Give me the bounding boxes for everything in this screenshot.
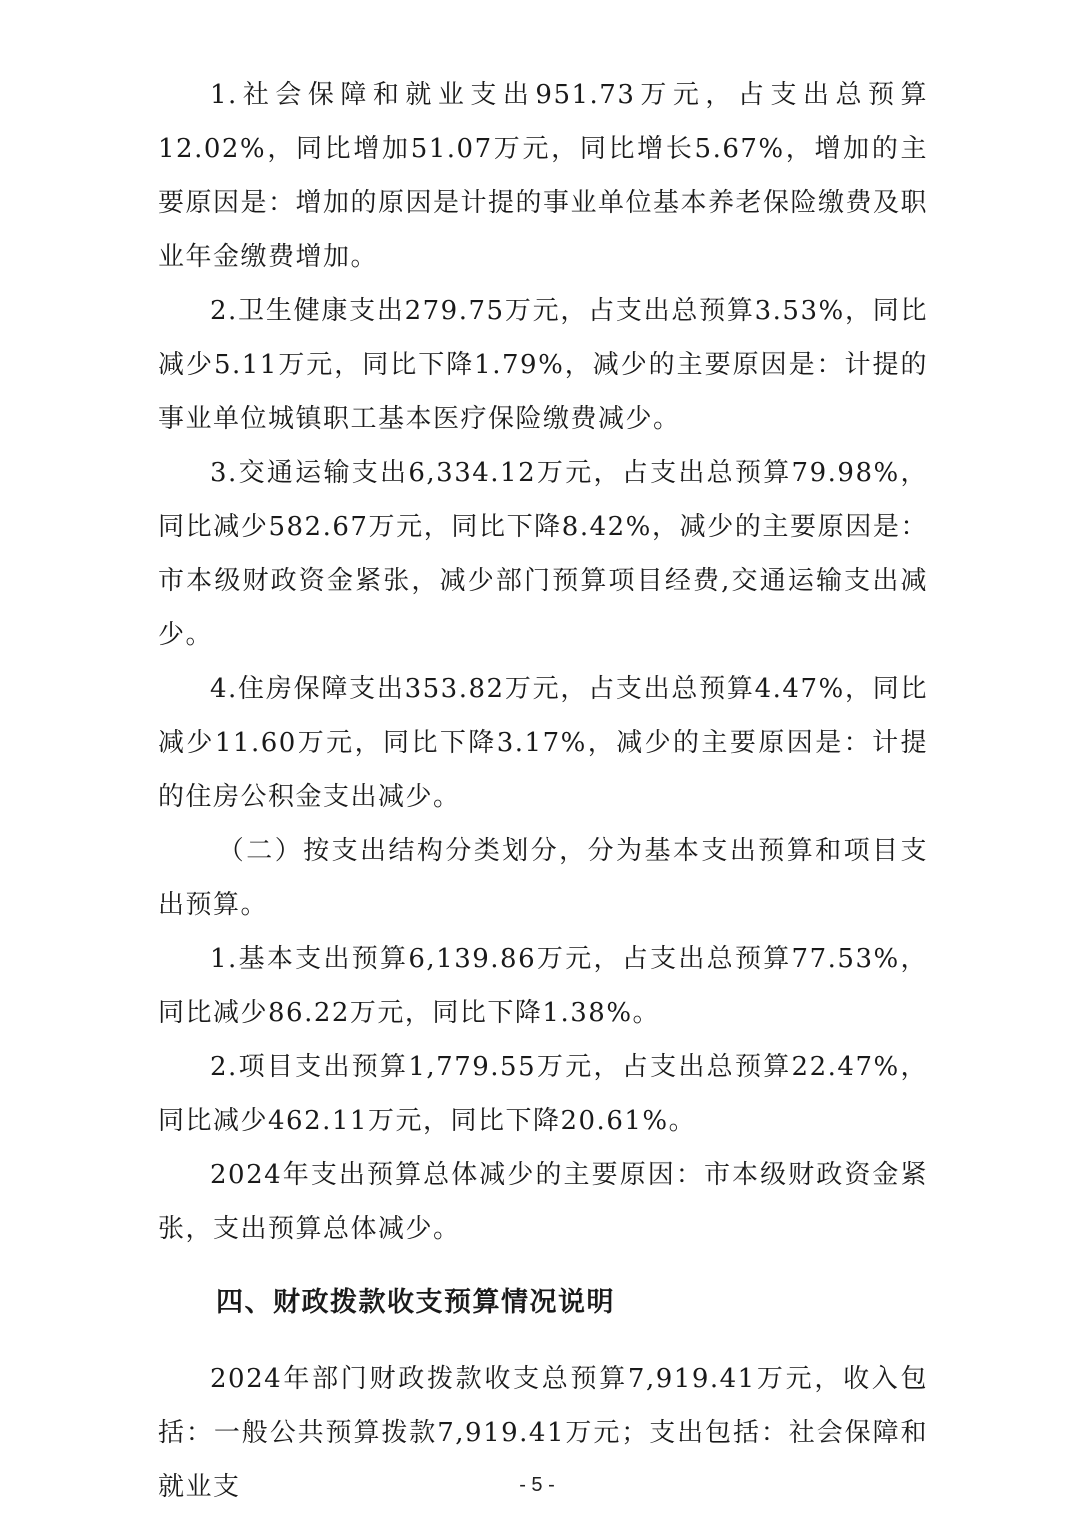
page-number: - 5 - (519, 1474, 555, 1496)
paragraph-fiscal-appropriation: 2024年部门财政拨款收支总预算7,919.41万元，收入包括：一般公共预算拨款7,919.41万元；支出包括：社会保障和就业支 (158, 1364, 928, 1502)
paragraph-basic-expenditure: 1.基本支出预算6,139.86万元，占支出总预算77.53%，同比减少86.22万元，同比下降1.38%。 (158, 944, 928, 1028)
paragraph-decrease-reason: 2024年支出预算总体减少的主要原因：市本级财政资金紧张，支出预算总体减少。 (158, 1160, 928, 1244)
paragraph-housing: 4.住房保障支出353.82万元，占支出总预算4.47%，同比减少11.60万元，同比下降3.17%，减少的主要原因是：计提的住房公积金支出减少。 (158, 674, 928, 812)
paragraph-social-security: 1.社会保障和就业支出951.73万元，占支出总预算12.02%，同比增加51.07万元，同比增长5.67%，增加的主要原因是：增加的原因是计提的事业单位基本养老保险缴费及职业年金缴费增加。 (158, 80, 929, 272)
document-body (158, 68, 928, 1514)
paragraph-health: 2.卫生健康支出279.75万元，占支出总预算3.53%，同比减少5.11万元，同比下降1.79%，减少的主要原因是：计提的事业单位城镇职工基本医疗保险缴费减少。 (158, 296, 928, 434)
paragraph-project-expenditure: 2.项目支出预算1,779.55万元，占支出总预算22.47%，同比减少462.11万元，同比下降20.61%。 (158, 1052, 928, 1136)
paragraph-expenditure-structure: （二）按支出结构分类划分，分为基本支出预算和项目支出预算。 (158, 836, 928, 920)
paragraph-transport: 3.交通运输支出6,334.12万元，占支出总预算79.98%，同比减少582.67万元，同比下降8.42%，减少的主要原因是：市本级财政资金紧张，减少部门预算项目经费,交通运输支出减少。 (158, 458, 928, 650)
section-heading: 四、财政拨款收支预算情况说明 (216, 1287, 615, 1318)
